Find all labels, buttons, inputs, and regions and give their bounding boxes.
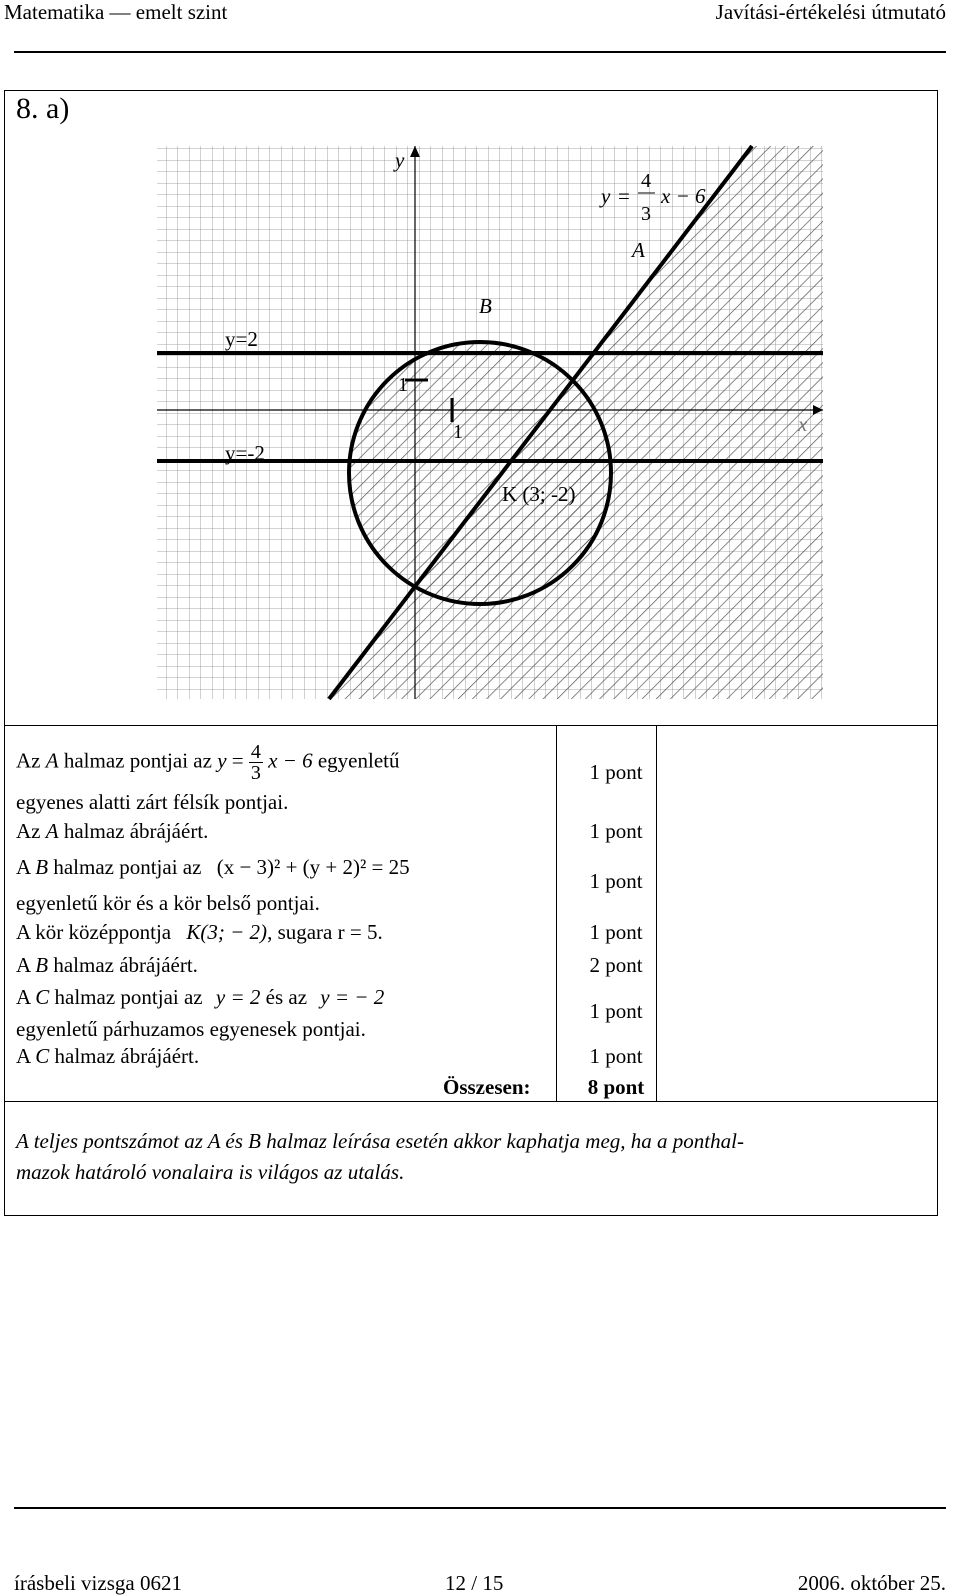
header-rule <box>14 51 946 53</box>
row2-points: 1 pont <box>589 819 643 843</box>
problem-label: 8. a) <box>16 92 70 125</box>
hline-top-label: y=2 <box>225 327 258 351</box>
footer-rule <box>14 1507 946 1509</box>
tick-y-label: 1 <box>398 374 408 396</box>
y-axis-label: y <box>395 148 405 172</box>
total-points: 8 pont <box>587 1075 645 1099</box>
center-label: K (3; -2) <box>502 482 576 506</box>
coordinate-graph <box>5 91 937 725</box>
row7-text: A C halmaz ábrájáért. <box>16 1044 200 1068</box>
footer-left: írásbeli vizsga 0621 <box>14 1571 182 1595</box>
grid-area <box>157 146 823 699</box>
row2-text: Az A halmaz ábrájáért. <box>16 819 209 843</box>
set-a-label: A <box>632 238 645 262</box>
row4-text: A kör középpontja K(3; − 2), sugara r = 5. <box>16 920 383 944</box>
header-left: Matematika — emelt szint <box>4 0 228 24</box>
note-line1: A teljes pontszámot az A és B halmaz leírása esetén akkor kaphatja meg, ha a ponthal- <box>16 1129 744 1153</box>
tick-x-label: 1 <box>453 421 463 443</box>
set-b-label: B <box>479 294 492 318</box>
header-right: Javítási-értékelési útmutató <box>715 0 946 24</box>
row1-fraction: $\frac{4}{3}$ <box>250 741 261 784</box>
row1-line1: Az A halmaz pontjai az y = $\frac{4}{3}$ x − 6 egyenletű <box>16 741 400 784</box>
row5-points: 2 pont <box>589 953 643 977</box>
x-axis-label: x <box>798 412 808 436</box>
note-line2: mazok határoló vonalaira is világos az utalás. <box>16 1160 405 1184</box>
line-eq-rest: x − 6 <box>661 184 706 208</box>
hline-bottom-label: y=-2 <box>225 441 265 465</box>
row4-points: 1 pont <box>589 920 643 944</box>
footer-right: 2006. október 25. <box>797 1571 946 1595</box>
line-eq-y: y <box>601 184 611 208</box>
row5-text: A B halmaz ábrájáért. <box>16 953 198 977</box>
total-label: Összesen: <box>443 1075 531 1099</box>
row1-points: 1 pont <box>589 760 643 784</box>
row1-line2: egyenes alatti zárt félsík pontjai. <box>16 790 289 814</box>
line-eq-equals: = <box>618 184 630 208</box>
footer-center: 12 / 15 <box>445 1571 504 1595</box>
row6-points: 1 pont <box>589 999 643 1023</box>
row6-line2: egyenletű párhuzamos egyenesek pontjai. <box>16 1017 366 1041</box>
line-eq-denominator: 3 <box>641 203 651 225</box>
graph-bottom-rule <box>4 725 938 726</box>
line-eq-numerator: 4 <box>641 170 651 192</box>
row3-line1: A B halmaz pontjai az (x − 3)² + (y + 2)² = 25 <box>16 855 410 879</box>
row7-points: 1 pont <box>589 1044 643 1068</box>
row3-points: 1 pont <box>589 869 643 893</box>
row6-line1: A C halmaz pontjai az y = 2 és az y = − 2 <box>16 985 385 1009</box>
row3-line2: egyenletű kör és a kör belső pontjai. <box>16 891 320 915</box>
table-bottom-rule <box>4 1101 938 1102</box>
